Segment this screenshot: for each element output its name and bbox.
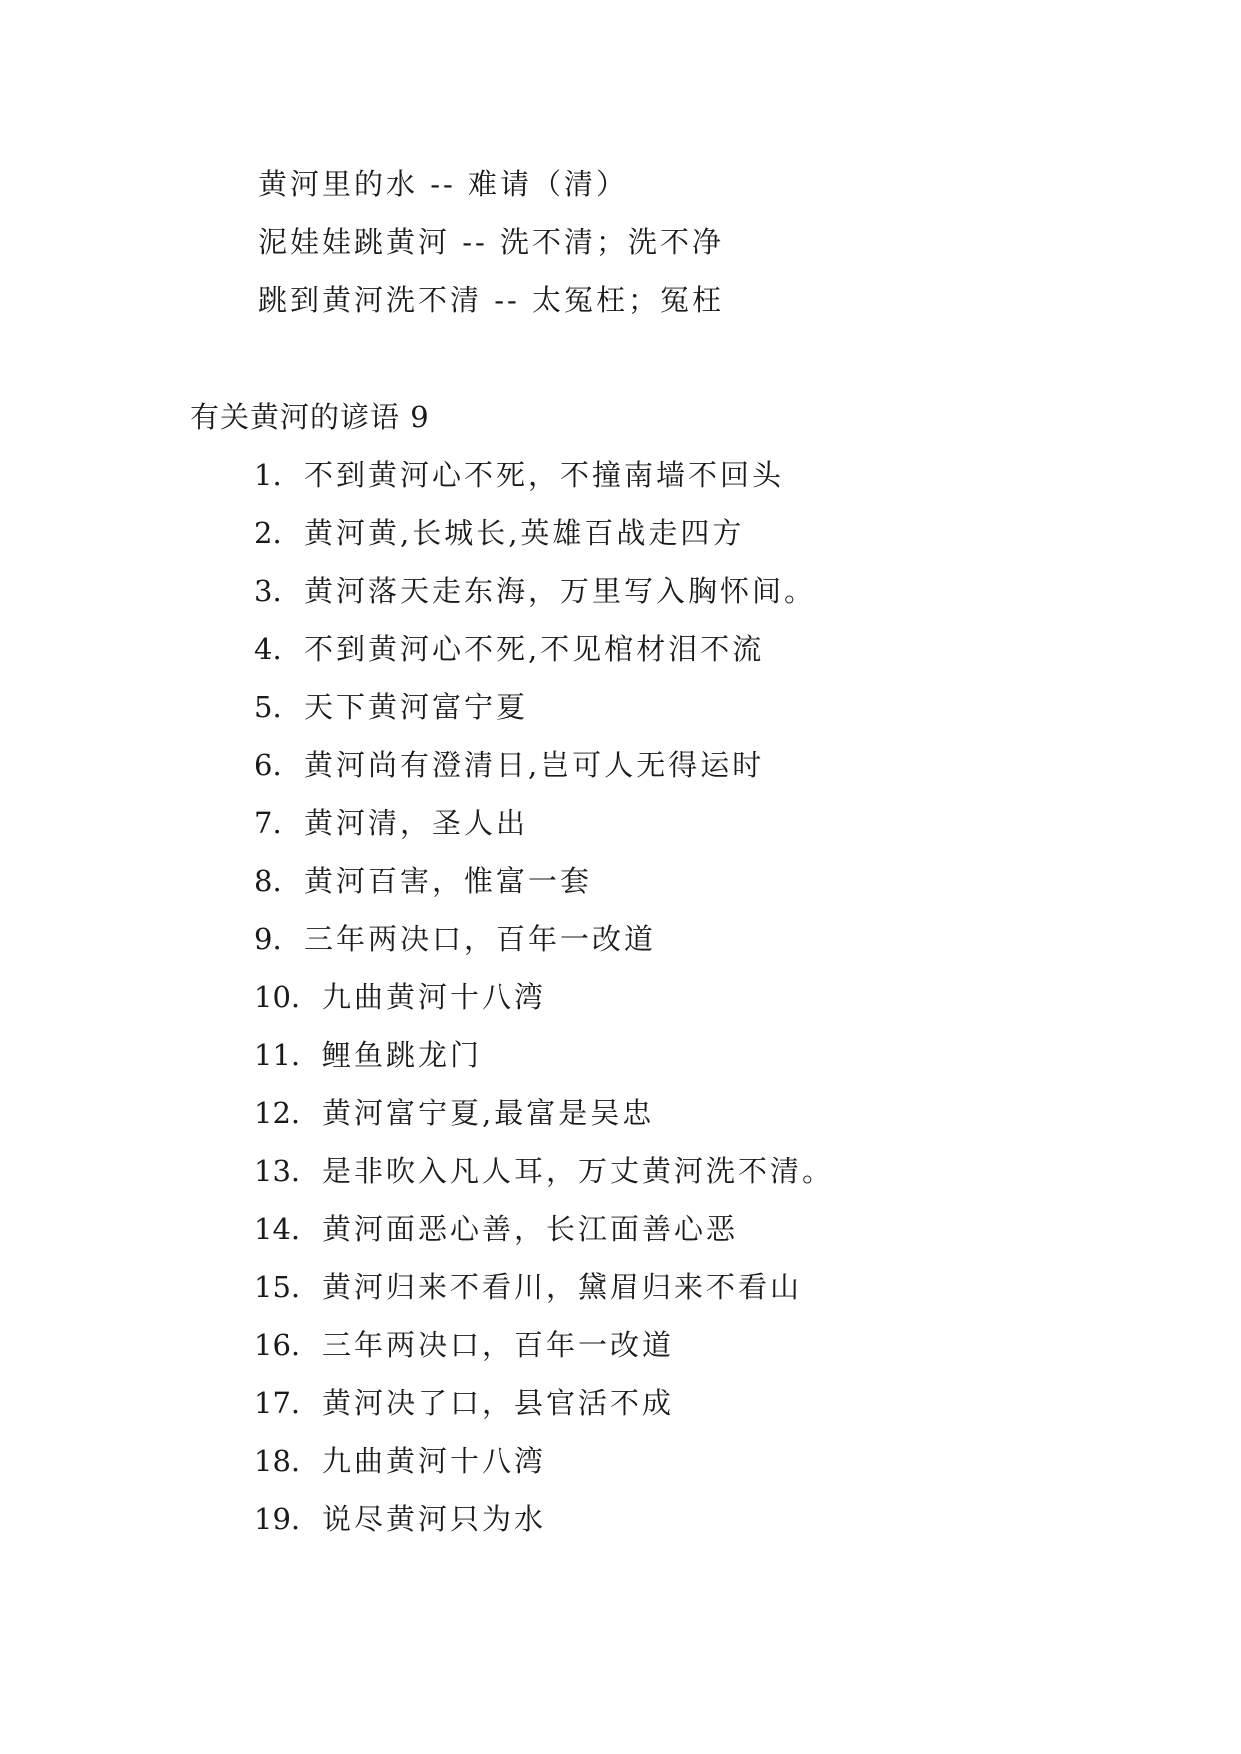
list-item-number: 19.	[254, 1502, 301, 1536]
list-item	[254, 979, 546, 1015]
list-item	[254, 1385, 674, 1421]
list-item-number: 13.	[254, 1154, 301, 1188]
list-item	[254, 1211, 738, 1247]
list-item-number: 5.	[254, 690, 282, 724]
list-item	[254, 1443, 546, 1479]
list-item-text: 黄河决了口，县官活不成	[322, 1386, 675, 1420]
list-item	[254, 631, 764, 667]
list-item-number: 17.	[254, 1386, 301, 1420]
list-item	[254, 689, 528, 725]
list-item	[254, 921, 656, 957]
list-item	[254, 1037, 482, 1073]
list-item-number: 7.	[254, 806, 282, 840]
list-item-number: 2.	[254, 516, 282, 550]
list-item-text: 黄河富宁夏,最富是吴忠	[322, 1096, 655, 1130]
list-item-text: 黄河黄,长城长,英雄百战走四方	[304, 516, 745, 550]
text-line-1: 黄河里的水 -- 难请（清）	[258, 167, 629, 201]
list-item-number: 1.	[254, 458, 282, 492]
list-item-text: 黄河落天走东海，万里写入胸怀间。	[304, 574, 817, 608]
list-item-number: 15.	[254, 1270, 301, 1304]
text-line-2: 泥娃娃跳黄河 -- 洗不清；洗不净	[258, 225, 725, 259]
list-item-text: 不到黄河心不死，不撞南墙不回头	[304, 458, 785, 492]
list-item	[254, 1501, 546, 1537]
list-item-text: 鲤鱼跳龙门	[322, 1038, 483, 1072]
list-item-text: 黄河归来不看川，黛眉归来不看山	[322, 1270, 803, 1304]
list-item	[254, 573, 816, 609]
list-item-text: 九曲黄河十八湾	[322, 1444, 547, 1478]
section-heading: 有关黄河的谚语 9	[190, 400, 430, 434]
list-item-number: 8.	[254, 864, 282, 898]
list-item-text: 三年两决口，百年一改道	[304, 922, 657, 956]
list-item	[254, 747, 764, 783]
list-item-text: 九曲黄河十八湾	[322, 980, 547, 1014]
list-item-number: 10.	[254, 980, 301, 1014]
list-item-number: 4.	[254, 632, 282, 666]
list-item	[254, 863, 592, 899]
list-item-text: 不到黄河心不死,不见棺材泪不流	[304, 632, 765, 666]
list-item-text: 天下黄河富宁夏	[304, 690, 529, 724]
list-item-number: 9.	[254, 922, 282, 956]
list-item	[254, 1327, 674, 1363]
list-item-text: 是非吹入凡人耳，万丈黄河洗不清。	[322, 1154, 835, 1188]
list-item-number: 3.	[254, 574, 282, 608]
list-item	[254, 1269, 802, 1305]
list-item-number: 16.	[254, 1328, 301, 1362]
list-item-number: 18.	[254, 1444, 301, 1478]
list-item-text: 黄河尚有澄清日,岂可人无得运时	[304, 748, 765, 782]
list-item	[254, 515, 744, 551]
list-item-text: 黄河清，圣人出	[304, 806, 529, 840]
list-item-text: 三年两决口，百年一改道	[322, 1328, 675, 1362]
list-item-text: 黄河面恶心善，长江面善心恶	[322, 1212, 739, 1246]
list-item-number: 6.	[254, 748, 282, 782]
list-item-number: 12.	[254, 1096, 301, 1130]
list-item-text: 黄河百害，惟富一套	[304, 864, 593, 898]
list-item	[254, 805, 528, 841]
list-item-number: 11.	[254, 1038, 301, 1072]
list-item	[254, 1153, 834, 1189]
list-item-number: 14.	[254, 1212, 301, 1246]
text-line-3: 跳到黄河洗不清 -- 太冤枉；冤枉	[258, 283, 725, 317]
list-item-text: 说尽黄河只为水	[322, 1502, 547, 1536]
list-item	[254, 1095, 654, 1131]
list-item	[254, 457, 784, 493]
